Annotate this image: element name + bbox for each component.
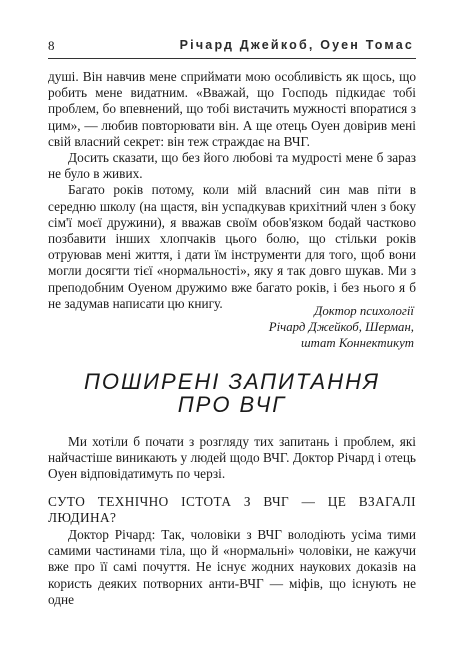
section-title-line: ПОШИРЕНІ ЗАПИТАННЯ: [83, 369, 380, 394]
signature-line: Доктор психології: [314, 304, 414, 318]
section-title-line: ПРО ВЧГ: [177, 392, 287, 417]
page-header: [48, 38, 414, 56]
answer-text: [48, 527, 416, 608]
preface-text: [48, 69, 416, 312]
question-heading: СУТО ТЕХНІЧНО ІСТОТА З ВЧГ — ЦЕ ВЗАГАЛІ ЛЮДИНА?: [48, 494, 416, 526]
signature-line: штат Коннектикут: [300, 336, 414, 350]
intro-paragraph: Ми хотіли б почати з розгляду тих запитань і проблем, які найчастіше виникають у людей щодо ВЧГ. Доктор Річард і отець Оуен відповідатимуть по черзі.: [48, 434, 416, 482]
section-intro: [48, 434, 416, 483]
preface-paragraph: душі. Він навчив мене сприймати мою особливість як щось, що робить мене видатним. «Вважай, що Господь підкидає тобі проблем, бо впевнений, що тобі вистачить мужності впоратися з цим», — любив повторювати він. А ще отець Оуен довірив мені свій власний секрет: він теж страждає на ВЧГ.: [48, 69, 416, 149]
preface-paragraph: Досить сказати, що без його любові та мудрості мене б зараз не було в живих.: [48, 150, 416, 182]
answer-paragraph: Доктор Річард: Так, чоловіки з ВЧГ володіють усіма тими самими частинами тіла, що й «нормальні» чоловіки, не кажучи вже про її самі почуття. Не існує жодних наукових доказів на користь деяких потворних анти-ВЧГ — міфів, що існують не одне: [48, 527, 416, 607]
author-signature: [48, 303, 414, 351]
signature-line: Річард Джейкоб, Шерман,: [268, 320, 414, 334]
page-number: 8: [48, 38, 55, 53]
section-title: [48, 370, 416, 416]
preface-paragraph: Багато років потому, коли мій власний син мав піти в середню школу (на щастя, він успадкував крихітний член з боку сім'ї моєї дружини), я вважав своїм обов'язком бодай частково позбавити інших хлопчаків цього болю, що стільки років отруював мені життя, і дати їм інструменти для того, щоб вони могли досягти тієї «нормальності», яку я так довго шукав. Ми з преподобним Оуеном дружимо вже багато років, і без нього я б не задумав написати цю книгу.: [48, 182, 416, 311]
running-head: Річард Джейкоб, Оуен Томас: [179, 38, 414, 52]
header-rule: [48, 58, 416, 59]
